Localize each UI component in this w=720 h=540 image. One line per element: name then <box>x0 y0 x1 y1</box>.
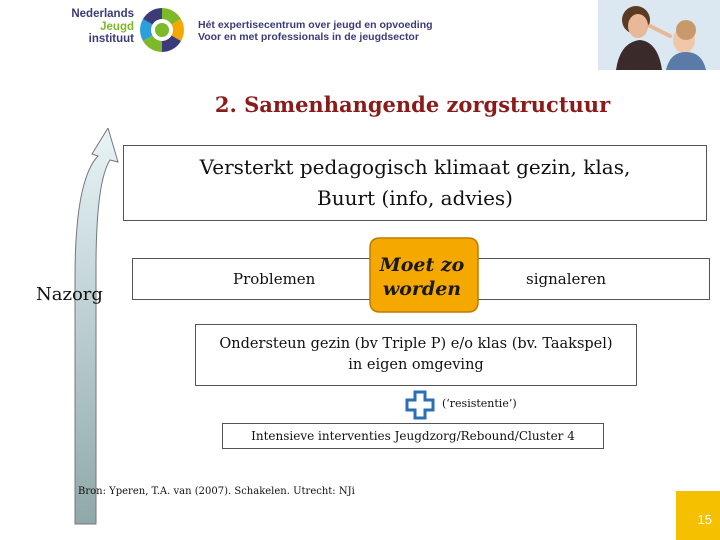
logo-line-3: instituut <box>88 33 134 45</box>
source-citation: Bron: Yperen, T.A. van (2007). Schakelen. Utrecht: NJi <box>78 486 355 497</box>
klimaat-box <box>123 145 707 221</box>
logo-wordmark <box>62 8 134 46</box>
ondersteun-line-2: in eigen omgeving <box>348 357 484 373</box>
plus-icon <box>405 390 435 420</box>
klimaat-line-1: Versterkt pedagogisch klimaat gezin, klas, <box>199 155 631 179</box>
tagline-line-1: Hét expertisecentrum over jeugd en opvoeding <box>198 19 433 31</box>
nazorg-label: Nazorg <box>36 284 103 305</box>
logo-line-2: Jeugd <box>100 20 134 33</box>
logo-line-1: Nederlands <box>71 8 134 20</box>
tagline <box>198 19 433 43</box>
tagline-line-2: Voor en met professionals in de jeugdsector <box>198 31 419 43</box>
signaleren-label: signaleren <box>526 270 607 288</box>
nji-logo-icon <box>138 6 186 54</box>
resistentie-label: (‘resistentie’) <box>442 397 517 410</box>
header-banner <box>0 0 720 72</box>
ondersteun-box <box>195 324 637 386</box>
header-photo <box>598 0 720 70</box>
problemen-label: Problemen <box>233 270 316 288</box>
slide-title: 2. Samenhangende zorgstructuur <box>214 92 611 117</box>
klimaat-line-2: Buurt (info, advies) <box>317 186 513 210</box>
intensief-label: Intensieve interventies Jeugdzorg/Rebound/Cluster 4 <box>251 429 575 443</box>
callout-line-2: worden <box>382 278 462 300</box>
callout-text <box>366 253 478 301</box>
ondersteun-line-1: Ondersteun gezin (bv Triple P) e/o klas (bv. Taakspel) <box>219 336 613 352</box>
intensief-box <box>222 423 604 449</box>
page-number: 15 <box>697 512 712 527</box>
callout-line-1: Moet zo <box>379 254 465 276</box>
